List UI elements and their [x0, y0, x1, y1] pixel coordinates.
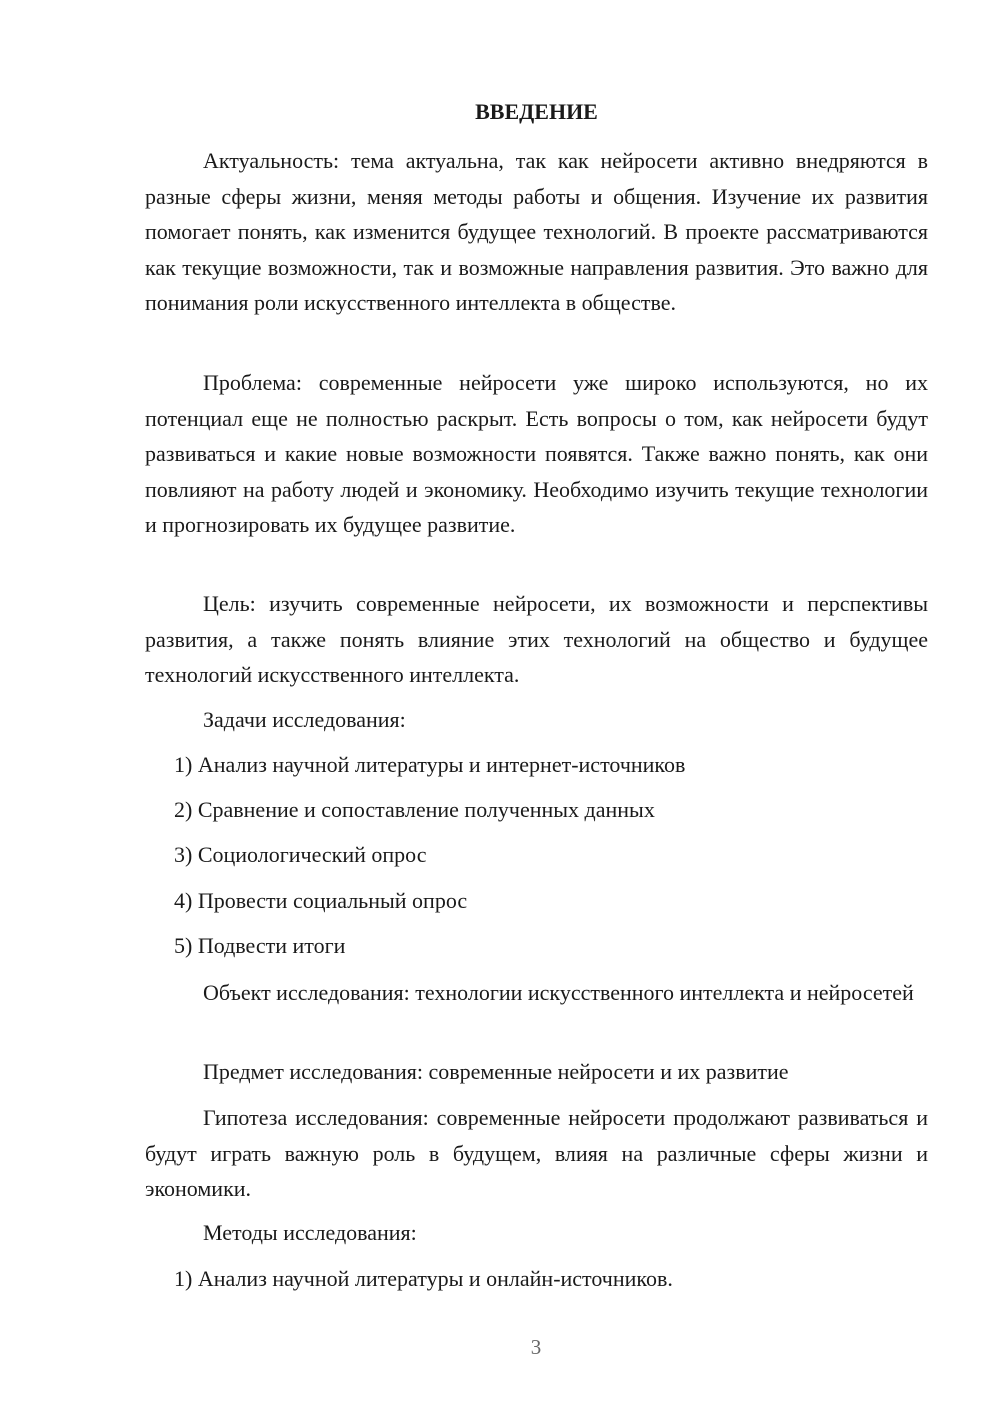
- page-title: ВВЕДЕНИЕ: [475, 99, 598, 124]
- task-item: 1) Анализ научной литературы и интернет-источников: [174, 752, 686, 777]
- task-item: 3) Социологический опрос: [174, 842, 427, 867]
- page-number: 3: [530, 1335, 542, 1359]
- task-item: 5) Подвести итоги: [174, 933, 346, 958]
- hypothesis-paragraph: Гипотеза исследования: современные нейросети продолжают развиваться и будут играть важную роль в будущем, влияя на различные сферы жизни и экономики.: [145, 1105, 928, 1201]
- task-item: 2) Сравнение и сопоставление полученных данных: [174, 797, 655, 822]
- subject-line: Предмет исследования: современные нейросети и их развитие: [203, 1059, 789, 1084]
- object-paragraph: Объект исследования: технологии искусственного интеллекта и нейросетей: [203, 980, 914, 1005]
- problem-paragraph: Проблема: современные нейросети уже широко используются, но их потенциал еще не полностью раскрыт. Есть вопросы о том, как нейросети будут развиваться и какие новые возможности появятся. Также важно понять, как они повлияют на работу людей и экономику. Необходимо изучить текущие технологии и прогнозировать их будущее развитие.: [145, 370, 928, 537]
- tasks-title: Задачи исследования:: [203, 707, 406, 732]
- goal-paragraph: Цель: изучить современные нейросети, их возможности и перспективы развития, а также понять влияние этих технологий на общество и будущее технологий искусственного интеллекта.: [145, 591, 928, 687]
- task-item: 4) Провести социальный опрос: [174, 888, 468, 913]
- relevance-paragraph: Актуальность: тема актуальна, так как нейросети активно внедряются в разные сферы жизни, меняя методы работы и общения. Изучение их развития помогает понять, как изменится будущее технологий. В проекте рассматриваются как текущие возможности, так и возможные направления развития. Это важно для понимания роли искусственного интеллекта в обществе.: [145, 148, 928, 315]
- methods-title: Методы исследования:: [203, 1220, 417, 1245]
- method-item: 1) Анализ научной литературы и онлайн-источников.: [174, 1266, 673, 1291]
